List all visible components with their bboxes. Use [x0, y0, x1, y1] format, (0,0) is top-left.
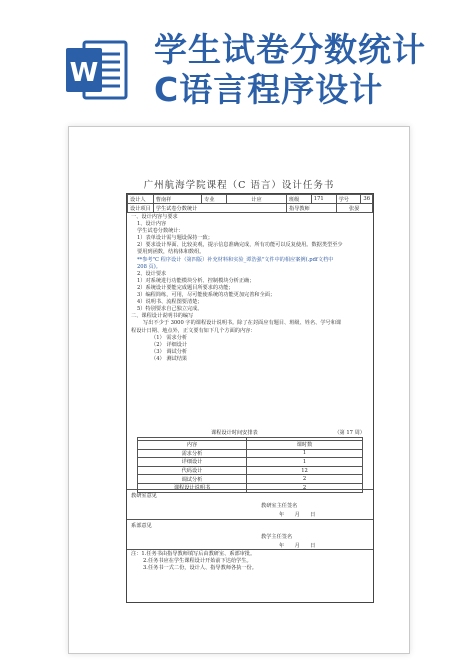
subitem-number: （1）	[151, 334, 165, 341]
signature-label: 教研室主任签名	[261, 503, 298, 509]
table-cell: 调试分析	[138, 475, 247, 484]
subitem-number: （3）	[151, 348, 165, 355]
department-opinion	[127, 519, 373, 550]
table-cell: 需求分析	[138, 449, 247, 458]
info-cell: 专业	[202, 195, 227, 204]
info-cell: 学号	[336, 195, 361, 204]
note-line: 3.任务书一式二份，设计人、指导教师各执一份。	[143, 565, 257, 572]
content-line: 学生试卷分数统计：	[137, 228, 184, 235]
table-cell: 课程设计说明书	[138, 483, 247, 492]
schedule-week: （第 17 周）	[334, 430, 365, 436]
column-header: 内容	[138, 441, 247, 450]
notes-divider	[127, 549, 373, 550]
svg-text:W: W	[69, 58, 99, 88]
subsection-heading: 1、设计内容	[137, 221, 167, 228]
table-cell: 代码设计	[138, 466, 247, 475]
teaching-office-opinion	[127, 489, 373, 520]
signature-date: 年 月 日	[279, 512, 316, 518]
section-heading: 二、课程设计说明书的编写	[131, 313, 194, 320]
note-line: 注：1.任务书由指导教师填写后由教研室、系部审批。	[131, 551, 256, 557]
document-title: 广州航海学院课程（C 语言）设计任务书	[143, 180, 335, 191]
note-line: 2.任务书应在学生课程设计开始前下达给学生。	[143, 558, 252, 565]
headline-title: 学生试卷分数统计	[154, 30, 426, 69]
info-cell: 171	[311, 195, 336, 204]
content-line: 1）对系统进行功能模块分析、控制模块分析正确；	[137, 277, 255, 284]
task-frame	[126, 193, 374, 603]
content-line: 写出不少于 3000 字的课程设计说明书。除了在封面应有题目、班级、姓名、学号和课	[143, 320, 342, 327]
table-cell: 1	[247, 449, 363, 458]
info-cell: 36	[361, 195, 373, 204]
content-line: 要用到函数，结构体和数组。	[137, 249, 205, 256]
notes	[131, 551, 257, 573]
table-header-row	[138, 441, 363, 450]
signature-label: 教学主任签名	[261, 534, 293, 540]
section-heading: 一、设计内容与要求	[131, 214, 178, 220]
subitem-number: （4）	[151, 355, 165, 362]
info-cell: 设计项目	[128, 204, 154, 213]
table-cell: 1	[247, 458, 363, 467]
table-cell: 12	[247, 466, 363, 475]
headline-subtitle: C语言程序设计	[154, 70, 384, 109]
column-header: 课时数	[247, 441, 363, 450]
reference-line: **参考"C 程序设计（第四版）补充材料和实验_谭浩强"文件中的相应案例(.pdf文档中	[137, 256, 334, 263]
table-row	[138, 458, 363, 467]
document-page	[68, 126, 410, 654]
subitem-number: （2）	[151, 341, 165, 348]
info-cell: 指导教师	[286, 204, 336, 213]
info-cell: 计应	[226, 195, 286, 204]
subsection-heading: 2、设计要求	[137, 270, 167, 277]
info-cell: 班级	[286, 195, 311, 204]
subitem-text: 需求分析	[166, 334, 188, 341]
schedule-table	[137, 437, 363, 493]
table-cell: 详细设计	[138, 458, 247, 467]
content-subitem	[131, 335, 367, 342]
info-row	[128, 204, 373, 213]
table-row	[138, 466, 363, 475]
subitem-text: 调试分析	[166, 348, 188, 355]
content-line: 4）说明书、流程图要清楚；	[137, 299, 203, 306]
content-subitem	[131, 342, 367, 349]
content-subitem	[131, 349, 367, 356]
signature-date: 年 月 日	[279, 543, 316, 549]
info-table	[127, 194, 373, 213]
word-document-icon	[66, 38, 128, 102]
task-content	[131, 214, 367, 363]
info-cell: 学生试卷分数统计	[153, 204, 286, 213]
table-row	[138, 449, 363, 458]
info-cell: 设计人	[128, 195, 154, 204]
content-line: 1）表单设计需与题设保持一致；	[137, 235, 213, 242]
content-line: 5）特别要求自己独立完成。	[137, 306, 203, 313]
opinion-label: 教研室意见	[131, 493, 157, 499]
opinion-label: 系部意见	[131, 523, 152, 529]
info-row	[128, 195, 373, 204]
content-line: 程设计日期、地点外，正文要有如下几个方面的内容：	[131, 327, 256, 334]
reference-line: 208 页)。	[137, 263, 161, 270]
info-cell: 张晏	[336, 204, 372, 213]
table-cell: 2	[247, 475, 363, 484]
content-line: 2）系统设计要能完成题目所要求的功能；	[137, 284, 234, 291]
table-row	[138, 475, 363, 484]
content-line: 2）要求设计界面、比较美观，提示信息准确完成，所有功能可以反复使用。数据类型至少	[137, 242, 343, 249]
header-banner	[0, 0, 474, 118]
subitem-text: 测试结果	[166, 355, 188, 362]
content-subitem	[131, 356, 367, 363]
schedule-caption: 课程设计时间安排表	[211, 430, 258, 436]
table-cell: 2	[247, 483, 363, 492]
info-cell: 曹南祥	[153, 195, 201, 204]
content-line: 3）编程简练，可用，尽可能使系统的功能更加完善和全面；	[137, 292, 276, 299]
subitem-text: 详细设计	[166, 341, 188, 348]
